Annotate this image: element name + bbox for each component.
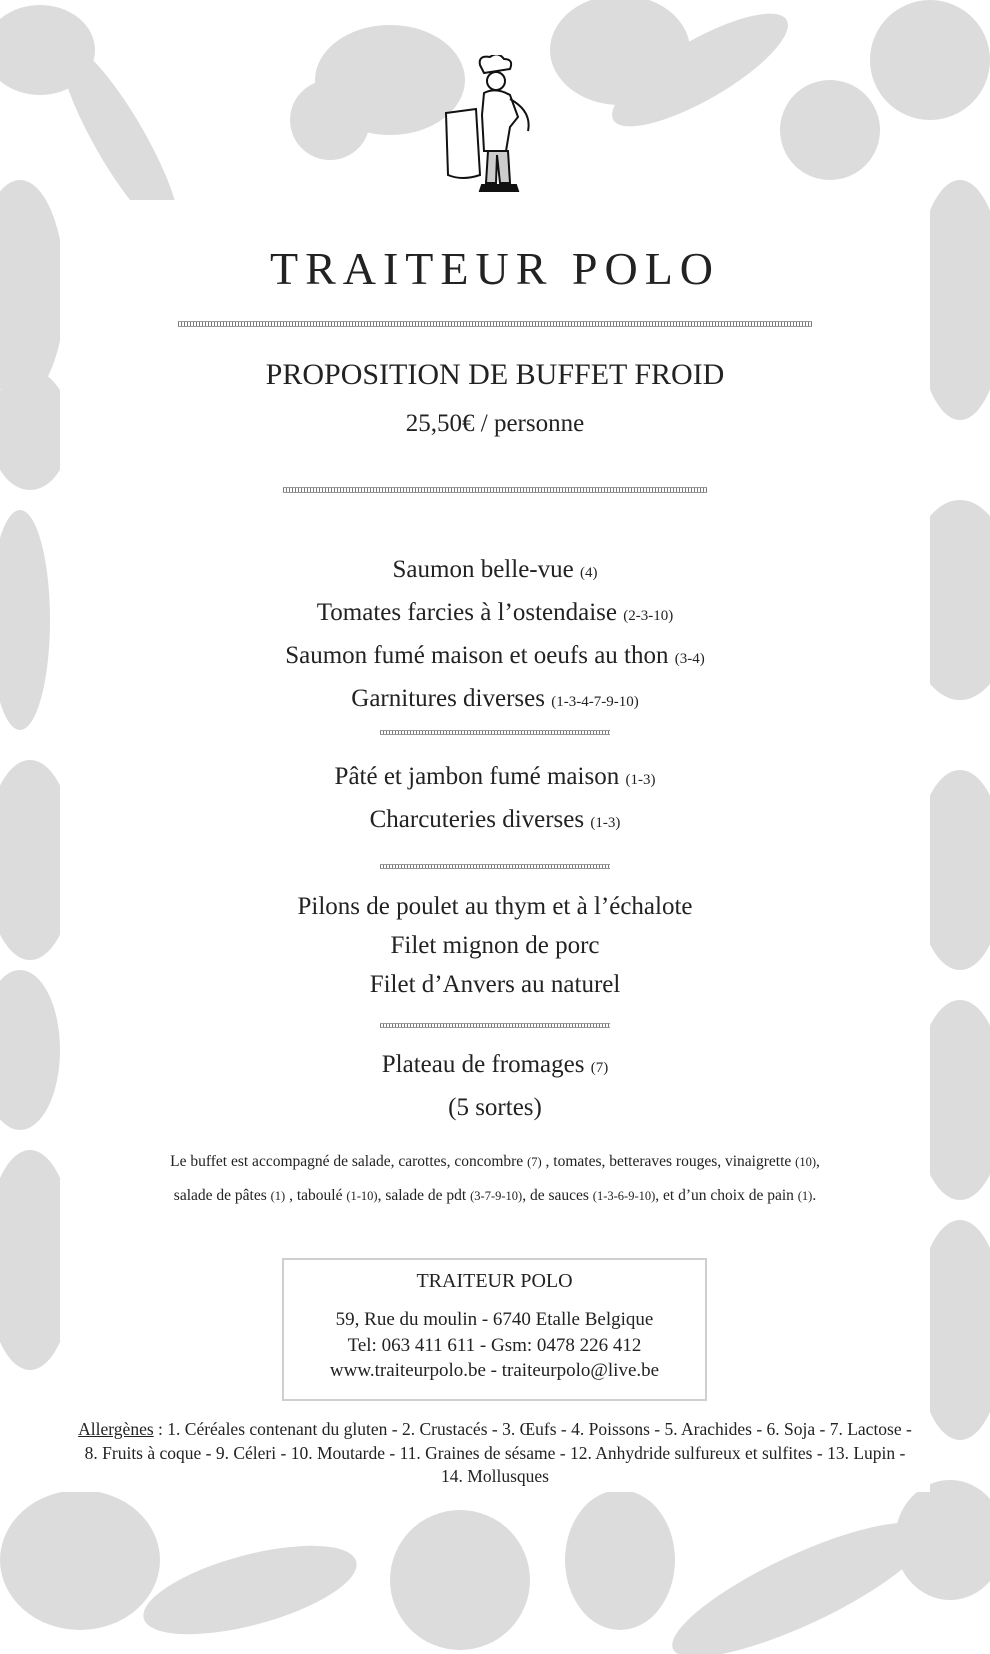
menu-item: Filet mignon de porc (390, 932, 600, 959)
offer-price: 25,50€ / personne (405, 410, 585, 437)
offer-title: PROPOSITION DE BUFFET FROID (265, 358, 725, 391)
buffet-note (60, 1145, 930, 1213)
decorative-divider (380, 1023, 610, 1028)
menu-item: Pilons de poulet au thym et à l’échalote (297, 893, 693, 920)
menu-item: Charcuteries diverses (1-3) (369, 806, 621, 833)
menu-item-note: (5 sortes) (448, 1094, 542, 1121)
menu-item: Saumon fumé maison et oeufs au thon (3-4) (285, 642, 705, 669)
menu-item: Garnitures diverses (1-3-4-7-9-10) (351, 685, 639, 712)
menu-group-meats (60, 887, 930, 1004)
menu-item: Tomates farcies à l’ostendaise (2-3-10) (316, 599, 674, 626)
allergens-legend (75, 1418, 915, 1489)
decorative-divider (380, 730, 610, 735)
page-title: TRAITEUR POLO (269, 243, 721, 294)
contact-web-link[interactable]: www.traiteurpolo.be - traiteurpolo@live.be (329, 1360, 660, 1381)
menu-group-cheese (60, 1045, 930, 1127)
allergens-list: : 1. Céréales contenant du gluten - 2. Crustacés - 3. Œufs - 4. Poissons - 5. Arachides - 6. Soja - 7. Lactose - 8. Fruits à coque - 9. Céleri - 10. Moutarde - 11. Graines de sésame - 12. Anhydride sulfureux et sulfites - 13. Lupin - 14. Mollusques (84, 1419, 912, 1486)
menu-group-cold-fish (60, 550, 930, 722)
buffet-note-line-1: Le buffet est accompagné de salade, carottes, concombre (7) , tomates, betteraves rouges, vinaigrette (10), (170, 1153, 820, 1170)
contact-address: 59, Rue du moulin - 6740 Etalle Belgique (335, 1309, 654, 1330)
menu-item: Pâté et jambon fumé maison (1-3) (334, 763, 656, 790)
menu-item: Saumon belle-vue (4) (392, 556, 598, 583)
menu-item: Filet d’Anvers au naturel (369, 971, 621, 998)
decorative-divider (380, 864, 610, 869)
allergens-label: Allergènes (78, 1419, 154, 1439)
contact-box (282, 1258, 707, 1401)
menu-item: Plateau de fromages (7) (381, 1051, 609, 1078)
buffet-note-line-2: salade de pâtes (1) , taboulé (1-10), salade de pdt (3-7-9-10), de sauces (1-3-6-9-10), et d’un choix de pain (1). (173, 1187, 817, 1204)
decorative-divider (178, 321, 812, 327)
chef-illustration (440, 55, 550, 195)
contact-phone: Tel: 063 411 611 - Gsm: 0478 226 412 (347, 1334, 642, 1356)
menu-group-charcuterie (60, 757, 930, 843)
contact-name: TRAITEUR POLO (416, 1270, 573, 1292)
decorative-divider (283, 487, 707, 493)
